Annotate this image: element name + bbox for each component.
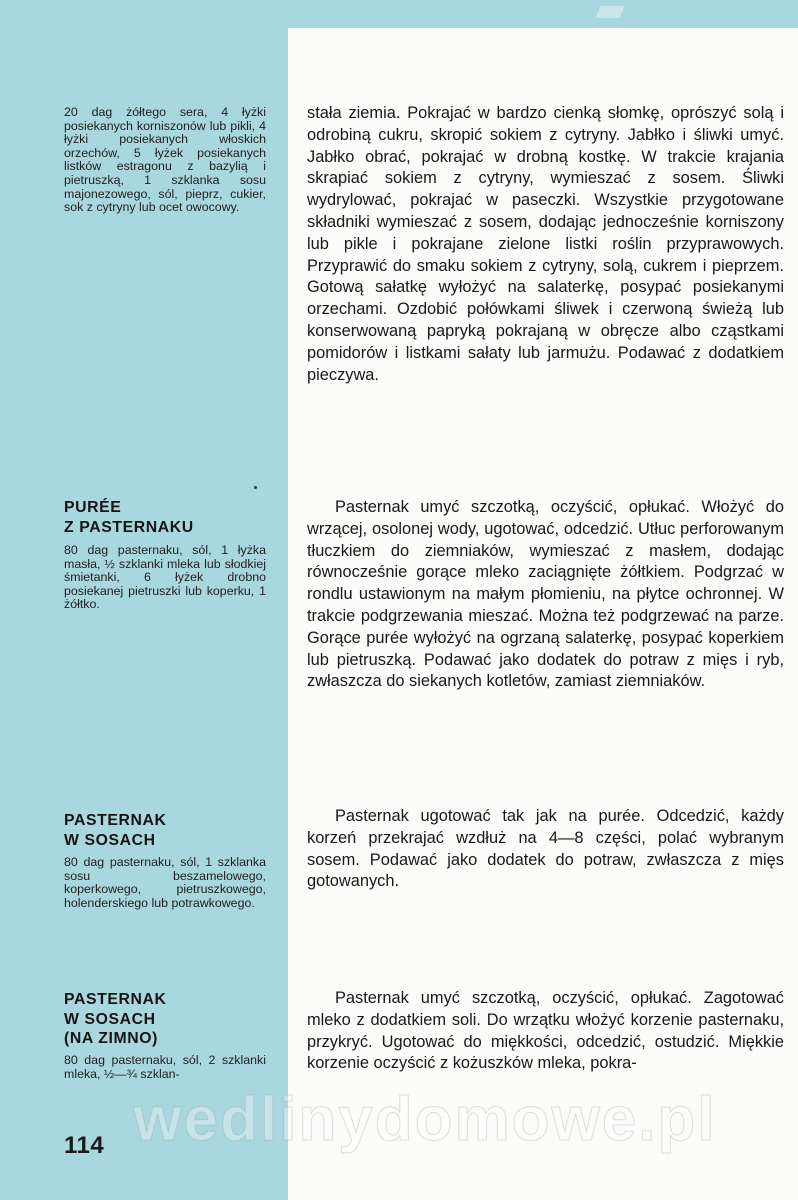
- recipe-title-puree: [64, 498, 278, 537]
- body-text-pasternak-na-zimno: Pasternak umyć szczotką, oczyścić, opłukać. Zagotować mleko z dodatkiem soli. Do wrzątku włożyć korzenie pasternaku, przykryć. Ugotować do miękkości, odcedzić, ostudzić. Miękkie korzenie oczyścić z kożuszków mleka, pokra-: [307, 989, 784, 1073]
- watermark-text: wedlinydomowe.pl: [133, 1085, 717, 1154]
- page-number: 114: [64, 1132, 105, 1159]
- top-color-strip: [288, 0, 798, 28]
- ingredients-puree: 80 dag pasternaku, sól, 1 łyżka masła, ½ szklanki mleka lub słodkiej śmietanki, 6 łyżek drobno posiekanej pietruszki lub koperku, 1 żółtko.: [64, 543, 266, 612]
- decorative-dot: [254, 486, 257, 489]
- ingredients-pasternak-w-sosach: 80 dag pasternaku, sól, 1 szklanka sosu beszamelowego, koperkowego, pietruszkowego, holenderskiego lub potrawkowego.: [64, 855, 266, 910]
- body-text-puree: Pasternak umyć szczotką, oczyścić, opłukać. Włożyć do wrzącej, osolonej wody, ugotować, odcedzić. Utłuc perforowanym tłuczkiem do ziemniaków, wymieszać z masłem, dodając równocześnie gorące mleko zaciągnięte żółtkiem. Podgrzać w rondlu ustawionym na małym płomieniu, na płytce ochronnej. W trakcie podgrzewania mieszać. Można też podgrzewać na parze. Gorące purée wyłożyć na ogrzaną salaterkę, posypać koperkiem lub pietruszką. Podawać jako dodatek do potraw z mięs i ryb, zwłaszcza do siekanych kotletów, zamiast ziemniaków.: [307, 498, 784, 691]
- recipe-title-line: PURÉE: [64, 499, 122, 516]
- recipe-title-line: PASTERNAK: [64, 991, 167, 1008]
- recipe-title-line: W SOSACH: [64, 831, 156, 849]
- body-text-pasternak-w-sosach: Pasternak ugotować tak jak na purée. Odcedzić, każdy korzeń przekrajać wzdłuż na 4—8 części, polać wybranym sosem. Podawać jako dodatek do potraw, zwłaszcza z mięs gotowanych.: [307, 807, 784, 891]
- recipe-title-line: W SOSACH: [64, 1010, 156, 1028]
- recipe-title-line: PASTERNAK: [64, 812, 167, 829]
- ingredients-salad: 20 dag żółtego sera, 4 łyżki posiekanych korniszonów lub pikli, 4 łyżki posiekanych włoskich orzechów, 5 łyżek posiekanych listków estragonu z bazylią i pietruszką, 1 szklanka sosu majonezowego, sól, pieprz, cukier, sok z cytryny lub ocet owocowy.: [64, 105, 266, 215]
- recipe-title-line: Z PASTERNAKU: [64, 518, 194, 536]
- recipe-title-pasternak-w-sosach: [64, 811, 278, 850]
- ingredients-pasternak-na-zimno: 80 dag pasternaku, sól, 2 szklanki mleka, ½—¾ szklan-: [64, 1053, 266, 1081]
- recipe-title-line: (NA ZIMNO): [64, 1030, 159, 1047]
- body-text-salad: stała ziemia. Pokrajać w bardzo cienką słomkę, oprószyć solą i odrobiną cukru, skropić sokiem z cytryny. Jabłko i śliwki umyć. Jabłko obrać, pokrajać w drobną kostkę. W trakcie krajania skrapiać sokiem z cytryny, wymieszać z sosem. Śliwki wydrylować, pokrajać w paseczki. Wszystkie przygotowane składniki wymieszać z sosem, dodając jednocześnie korniszony lub pikle i pokrajane zielone listki roślin przyprawowych. Przyprawić do smaku sokiem z cytryny, solą, cukrem i pieprzem. Gotową sałatkę wyłożyć na salaterkę, posypać posiekanymi orzechami. Ozdobić połówkami śliwek i czerwoną świeżą lub konserwowaną papryką pokrajaną w obręcze albo cząstkami pomidorów i listkami sałaty lub jarmużu. Podawać z dodatkiem pieczywa.: [307, 104, 784, 384]
- top-strip-mark: [596, 6, 624, 18]
- recipe-title-pasternak-na-zimno: [64, 990, 278, 1049]
